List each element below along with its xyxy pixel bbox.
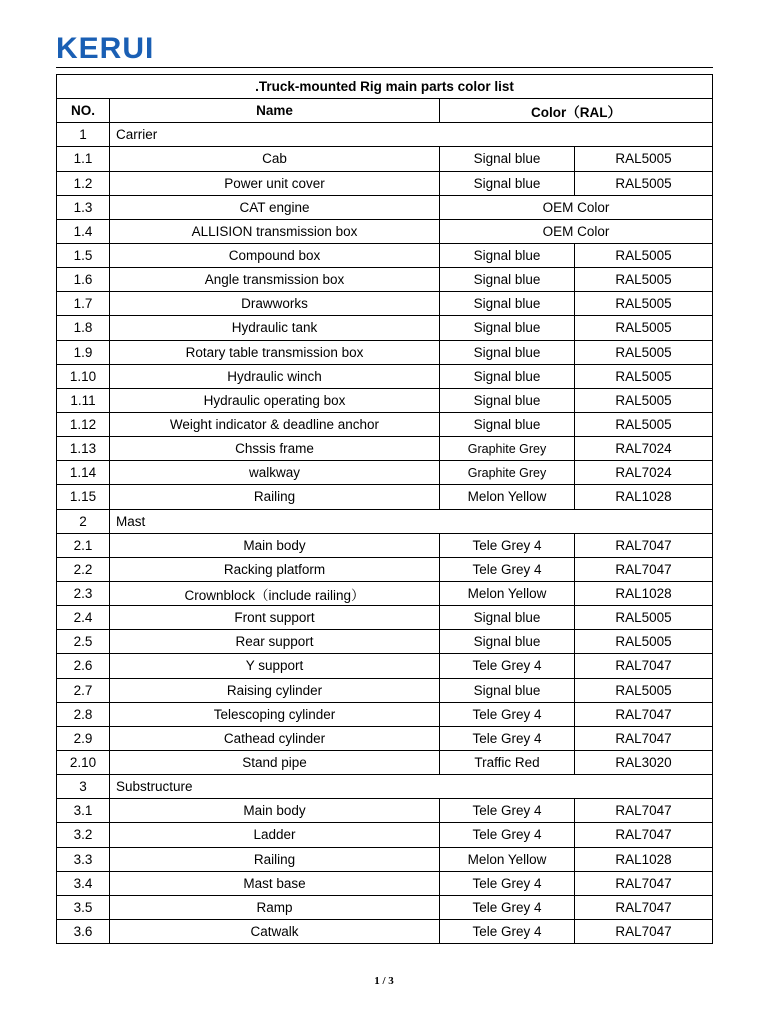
- item-ral-code: RAL5005: [575, 292, 713, 316]
- item-no: 1.3: [57, 195, 110, 219]
- table-row: [57, 388, 713, 412]
- item-color-name: Signal blue: [440, 171, 575, 195]
- group-row: [57, 123, 713, 147]
- item-no: 1.2: [57, 171, 110, 195]
- item-ral-code: RAL7047: [575, 726, 713, 750]
- item-ral-code: RAL5005: [575, 412, 713, 436]
- item-color-name: Signal blue: [440, 147, 575, 171]
- item-color-merged: OEM Color: [440, 195, 713, 219]
- item-ral-code: RAL5005: [575, 268, 713, 292]
- item-color-name: Melon Yellow: [440, 581, 575, 605]
- item-ral-code: RAL5005: [575, 316, 713, 340]
- table-row: [57, 630, 713, 654]
- item-no: 2.5: [57, 630, 110, 654]
- item-color-name: Melon Yellow: [440, 485, 575, 509]
- item-color-name: Signal blue: [440, 678, 575, 702]
- item-no: 2.1: [57, 533, 110, 557]
- item-no: 1.15: [57, 485, 110, 509]
- table-row: [57, 557, 713, 581]
- item-ral-code: RAL5005: [575, 606, 713, 630]
- table-title-row: [57, 75, 713, 99]
- group-no: 1: [57, 123, 110, 147]
- item-ral-code: RAL7047: [575, 919, 713, 943]
- item-color-name: Tele Grey 4: [440, 557, 575, 581]
- item-name: Raising cylinder: [110, 678, 440, 702]
- table-row: [57, 606, 713, 630]
- item-ral-code: RAL7024: [575, 437, 713, 461]
- group-no: 3: [57, 775, 110, 799]
- item-name: walkway: [110, 461, 440, 485]
- table-row: [57, 726, 713, 750]
- table-row: [57, 292, 713, 316]
- item-ral-code: RAL7047: [575, 654, 713, 678]
- item-color-name: Tele Grey 4: [440, 654, 575, 678]
- item-color-name: Signal blue: [440, 388, 575, 412]
- item-name: Compound box: [110, 243, 440, 267]
- item-name: Railing: [110, 485, 440, 509]
- column-header-name: Name: [110, 99, 440, 123]
- item-name: Racking platform: [110, 557, 440, 581]
- table-row: [57, 895, 713, 919]
- table-row: [57, 799, 713, 823]
- item-name: Ladder: [110, 823, 440, 847]
- item-name: CAT engine: [110, 195, 440, 219]
- item-no: 1.9: [57, 340, 110, 364]
- item-no: 2.10: [57, 750, 110, 774]
- item-ral-code: RAL5005: [575, 388, 713, 412]
- item-color-name: Signal blue: [440, 412, 575, 436]
- item-color-name: Tele Grey 4: [440, 919, 575, 943]
- table-row: [57, 702, 713, 726]
- table-row: [57, 461, 713, 485]
- item-no: 1.4: [57, 219, 110, 243]
- group-row: [57, 509, 713, 533]
- item-ral-code: RAL1028: [575, 485, 713, 509]
- table-row: [57, 581, 713, 605]
- item-name: Hydraulic winch: [110, 364, 440, 388]
- item-ral-code: RAL7047: [575, 823, 713, 847]
- item-color-name: Signal blue: [440, 364, 575, 388]
- item-name: Hydraulic operating box: [110, 388, 440, 412]
- item-name: Telescoping cylinder: [110, 702, 440, 726]
- group-name: Mast: [110, 509, 713, 533]
- item-no: 1.5: [57, 243, 110, 267]
- table-header-row: [57, 99, 713, 123]
- item-ral-code: RAL3020: [575, 750, 713, 774]
- item-no: 3.3: [57, 847, 110, 871]
- item-name: Drawworks: [110, 292, 440, 316]
- item-name: Chssis frame: [110, 437, 440, 461]
- item-color-name: Tele Grey 4: [440, 702, 575, 726]
- item-no: 3.6: [57, 919, 110, 943]
- item-color-name: Tele Grey 4: [440, 533, 575, 557]
- item-color-name: Signal blue: [440, 606, 575, 630]
- item-name: Stand pipe: [110, 750, 440, 774]
- table-row: [57, 437, 713, 461]
- item-color-name: Tele Grey 4: [440, 895, 575, 919]
- item-name: Ramp: [110, 895, 440, 919]
- item-no: 1.6: [57, 268, 110, 292]
- item-color-name: Tele Grey 4: [440, 799, 575, 823]
- item-name: Cathead cylinder: [110, 726, 440, 750]
- item-no: 3.5: [57, 895, 110, 919]
- item-no: 1.7: [57, 292, 110, 316]
- item-no: 2.2: [57, 557, 110, 581]
- item-no: 1.8: [57, 316, 110, 340]
- item-ral-code: RAL7047: [575, 799, 713, 823]
- item-color-name: Signal blue: [440, 340, 575, 364]
- header-divider: [56, 67, 713, 68]
- item-color-name: Signal blue: [440, 243, 575, 267]
- item-no: 2.4: [57, 606, 110, 630]
- table-row: [57, 533, 713, 557]
- item-name: Mast base: [110, 871, 440, 895]
- item-no: 3.2: [57, 823, 110, 847]
- item-name: Rear support: [110, 630, 440, 654]
- item-ral-code: RAL5005: [575, 364, 713, 388]
- page-number: 1 / 3: [374, 975, 394, 987]
- item-ral-code: RAL5005: [575, 678, 713, 702]
- item-color-name: Tele Grey 4: [440, 823, 575, 847]
- item-name: Weight indicator & deadline anchor: [110, 412, 440, 436]
- table-row: [57, 654, 713, 678]
- kerui-logo: KERUI: [56, 32, 155, 65]
- item-ral-code: RAL5005: [575, 630, 713, 654]
- item-color-name: Signal blue: [440, 316, 575, 340]
- item-ral-code: RAL1028: [575, 581, 713, 605]
- item-no: 2.9: [57, 726, 110, 750]
- table-title: .Truck-mounted Rig main parts color list: [57, 75, 713, 99]
- group-name: Carrier: [110, 123, 713, 147]
- table-row: [57, 195, 713, 219]
- item-color-name: Signal blue: [440, 268, 575, 292]
- item-no: 1.12: [57, 412, 110, 436]
- table-row: [57, 364, 713, 388]
- column-header-no: NO.: [57, 99, 110, 123]
- item-color-name: Tele Grey 4: [440, 871, 575, 895]
- group-no: 2: [57, 509, 110, 533]
- table-row: [57, 823, 713, 847]
- table-row: [57, 171, 713, 195]
- item-no: 1.10: [57, 364, 110, 388]
- table-row: [57, 219, 713, 243]
- item-no: 1.14: [57, 461, 110, 485]
- item-name: Crownblock（include railing）: [110, 581, 440, 605]
- item-color-name: Graphite Grey: [440, 437, 575, 461]
- item-color-name: Graphite Grey: [440, 461, 575, 485]
- item-color-name: Signal blue: [440, 630, 575, 654]
- item-ral-code: RAL5005: [575, 171, 713, 195]
- item-name: Y support: [110, 654, 440, 678]
- item-name: Railing: [110, 847, 440, 871]
- item-ral-code: RAL1028: [575, 847, 713, 871]
- group-row: [57, 775, 713, 799]
- item-name: Catwalk: [110, 919, 440, 943]
- table-row: [57, 919, 713, 943]
- item-no: 2.6: [57, 654, 110, 678]
- column-header-color: Color（RAL）: [440, 99, 713, 123]
- table-row: [57, 750, 713, 774]
- group-name: Substructure: [110, 775, 713, 799]
- table-row: [57, 847, 713, 871]
- item-no: 2.8: [57, 702, 110, 726]
- item-color-merged: OEM Color: [440, 219, 713, 243]
- item-no: 1.1: [57, 147, 110, 171]
- item-name: Front support: [110, 606, 440, 630]
- item-ral-code: RAL5005: [575, 243, 713, 267]
- item-ral-code: RAL5005: [575, 147, 713, 171]
- item-ral-code: RAL5005: [575, 340, 713, 364]
- item-no: 1.13: [57, 437, 110, 461]
- item-ral-code: RAL7047: [575, 871, 713, 895]
- table-row: [57, 147, 713, 171]
- table-row: [57, 678, 713, 702]
- item-ral-code: RAL7047: [575, 895, 713, 919]
- item-color-name: Signal blue: [440, 292, 575, 316]
- table-row: [57, 485, 713, 509]
- table-row: [57, 412, 713, 436]
- item-color-name: Melon Yellow: [440, 847, 575, 871]
- item-color-name: Traffic Red: [440, 750, 575, 774]
- item-no: 2.7: [57, 678, 110, 702]
- item-name: ALLISION transmission box: [110, 219, 440, 243]
- item-name: Rotary table transmission box: [110, 340, 440, 364]
- item-no: 2.3: [57, 581, 110, 605]
- item-name: Hydraulic tank: [110, 316, 440, 340]
- table-row: [57, 243, 713, 267]
- item-name: Power unit cover: [110, 171, 440, 195]
- item-ral-code: RAL7024: [575, 461, 713, 485]
- item-name: Main body: [110, 533, 440, 557]
- table-row: [57, 316, 713, 340]
- table-row: [57, 871, 713, 895]
- table-row: [57, 268, 713, 292]
- item-name: Cab: [110, 147, 440, 171]
- item-no: 3.4: [57, 871, 110, 895]
- item-name: Angle transmission box: [110, 268, 440, 292]
- item-no: 3.1: [57, 799, 110, 823]
- item-ral-code: RAL7047: [575, 557, 713, 581]
- item-ral-code: RAL7047: [575, 702, 713, 726]
- item-no: 1.11: [57, 388, 110, 412]
- item-name: Main body: [110, 799, 440, 823]
- table-row: [57, 340, 713, 364]
- parts-color-table: [56, 74, 713, 944]
- item-color-name: Tele Grey 4: [440, 726, 575, 750]
- item-ral-code: RAL7047: [575, 533, 713, 557]
